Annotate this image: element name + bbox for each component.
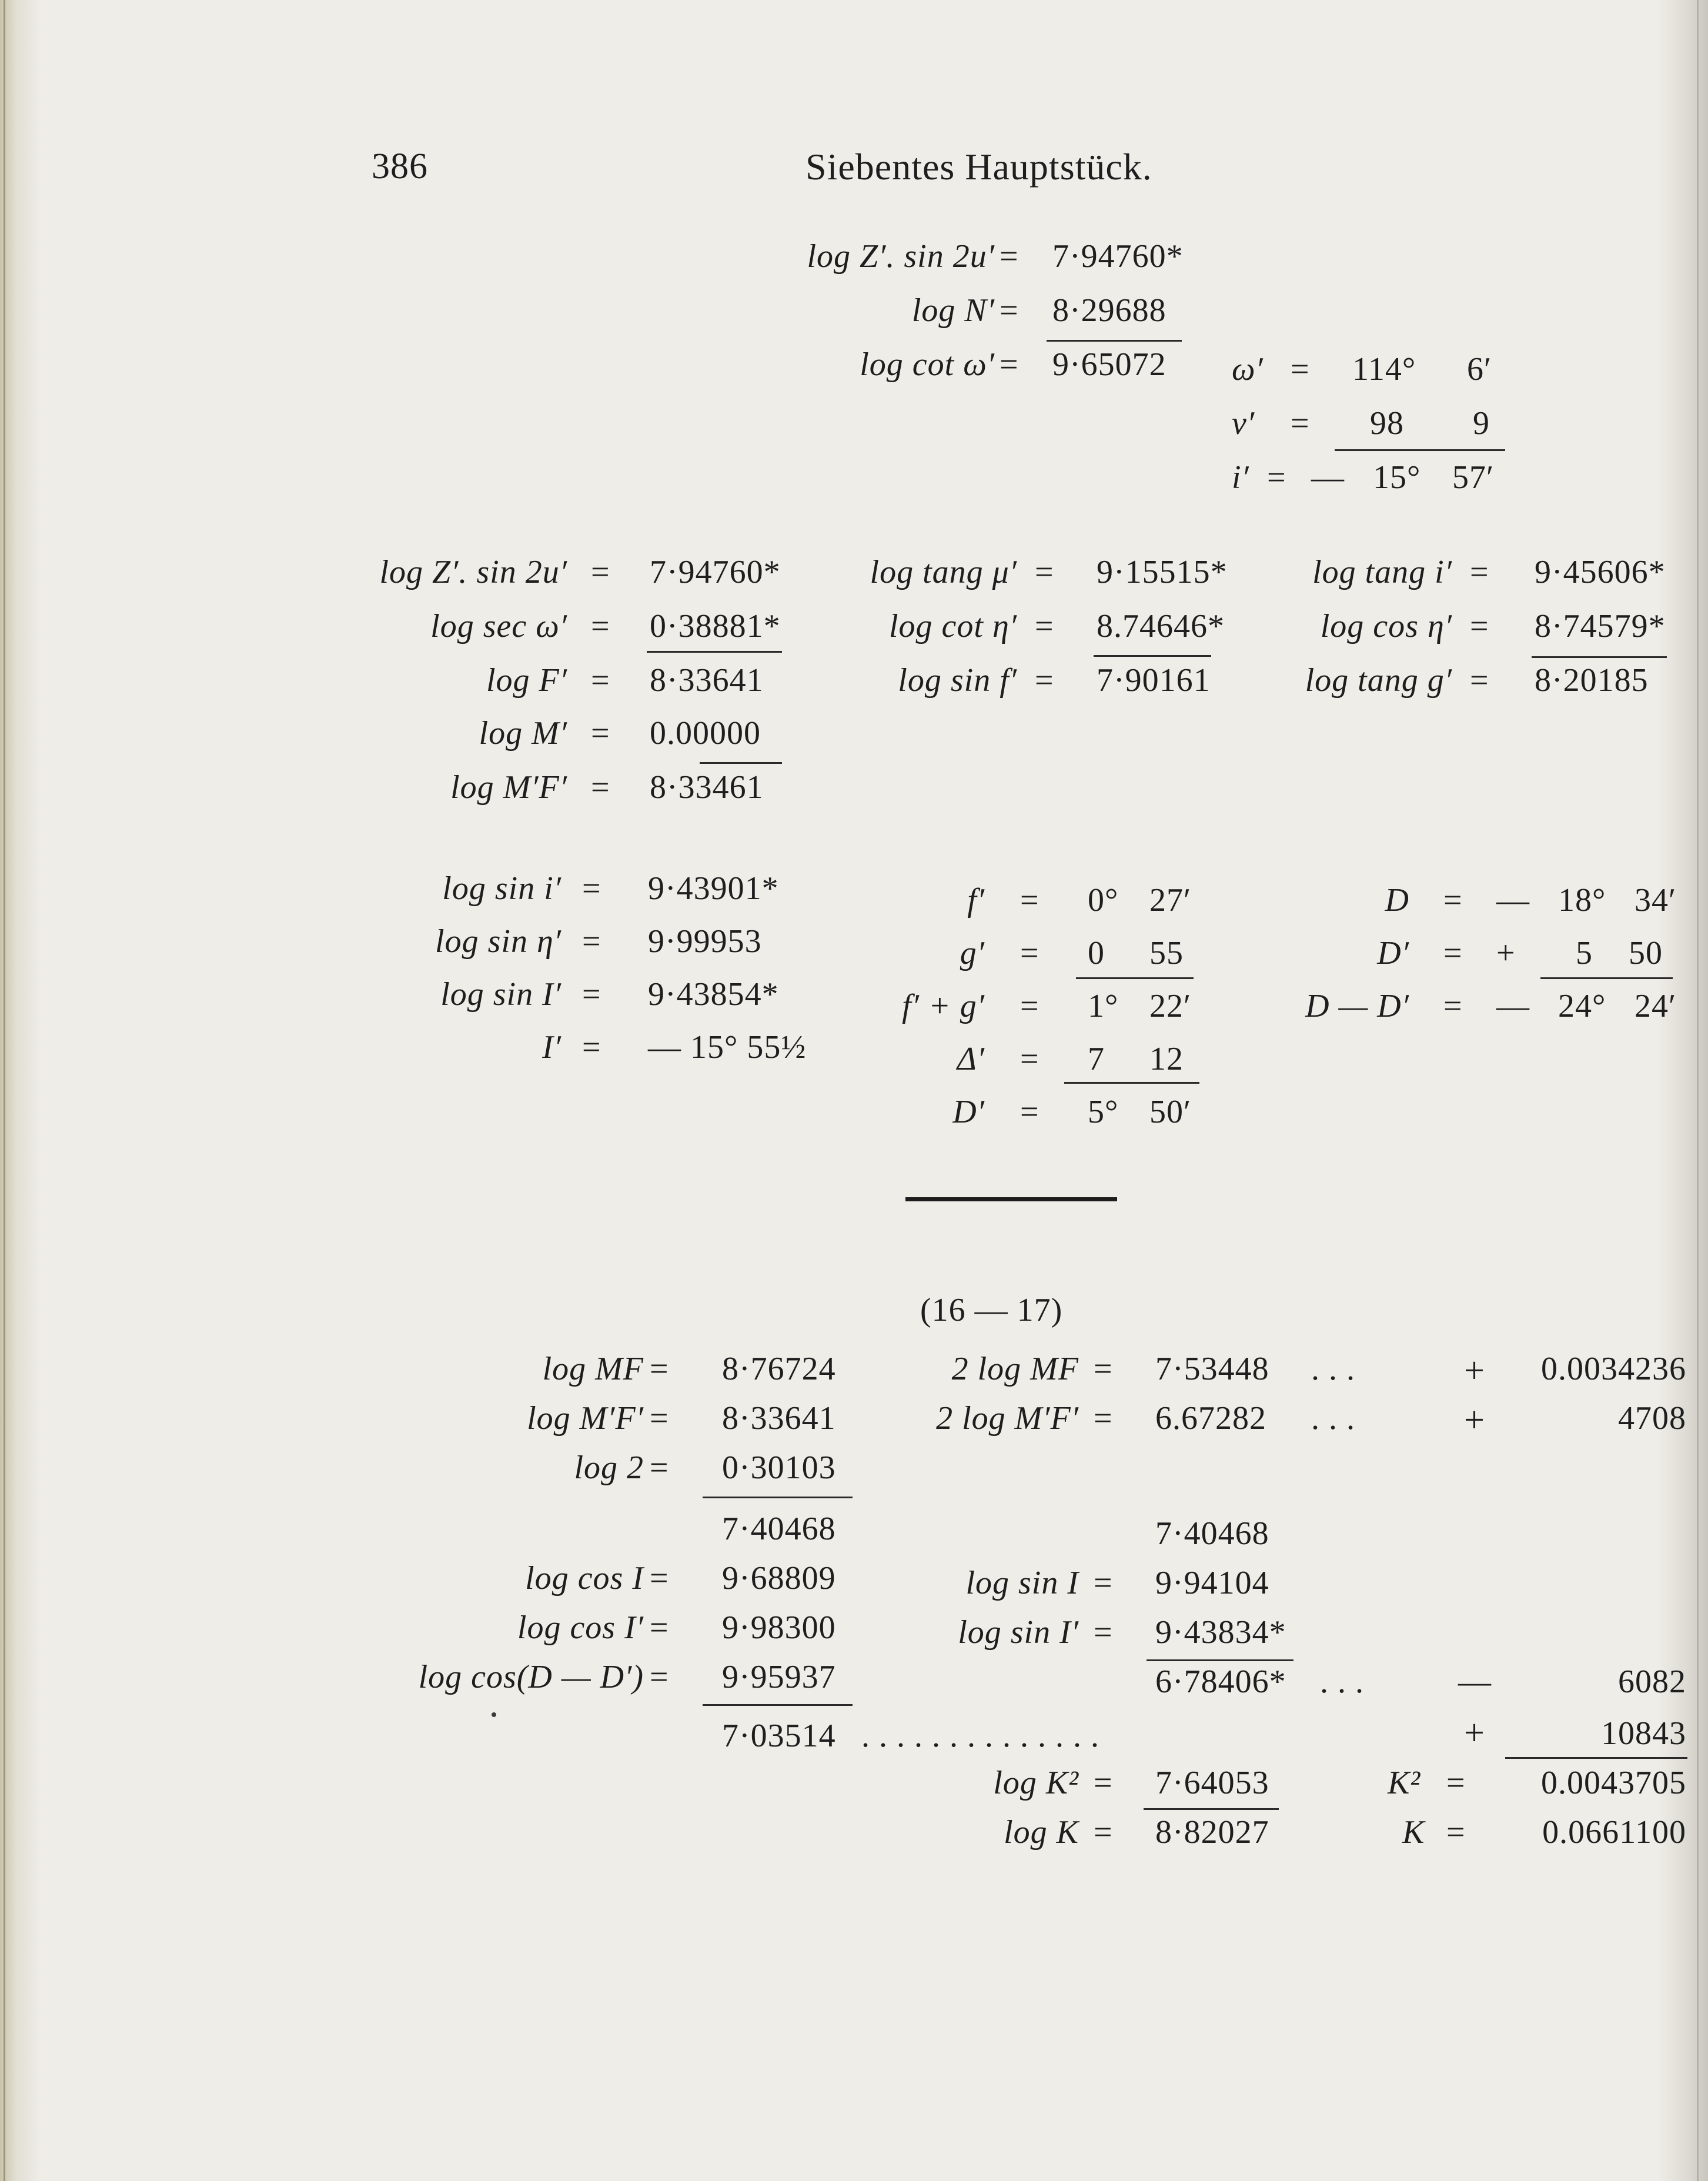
angle-minutes: 9 — [1473, 405, 1490, 442]
block1-label-3: log cot ω′ — [860, 346, 995, 383]
b4-left-label: log M′F′ — [527, 1400, 644, 1437]
equals-sign: = — [1020, 1041, 1039, 1077]
b4-mid-value: 7·53448 — [1155, 1351, 1269, 1387]
b2c1-value: 8·33641 — [650, 662, 764, 699]
b4-mid-value: 7·64053 — [1155, 1765, 1269, 1801]
result-value-k: 0.0661100 — [1542, 1814, 1686, 1851]
b3c2-degrees: 1° — [1088, 988, 1119, 1024]
b4-mid-label: log sin I′ — [958, 1614, 1079, 1651]
equals-sign: = — [1446, 1814, 1466, 1851]
b2c1-label: log M′F′ — [450, 769, 567, 806]
b4-left-total: 7·03514 — [722, 1718, 836, 1754]
equals-sign: = — [1000, 238, 1019, 275]
equals-sign: = — [1094, 1400, 1113, 1437]
b4-left-subtotal: 7·40468 — [722, 1511, 836, 1547]
b4-left-value: 0·30103 — [722, 1449, 836, 1486]
equals-sign: = — [650, 1449, 669, 1486]
correction-value: 0.0034236 — [1541, 1351, 1686, 1387]
b4-left-value: 8·33641 — [722, 1400, 836, 1437]
equals-sign: = — [1020, 935, 1039, 971]
equals-sign: = — [1000, 346, 1019, 383]
b3c3-label: D — [1385, 882, 1409, 919]
correction-value: 4708 — [1618, 1400, 1686, 1437]
equals-sign: = — [1291, 405, 1310, 442]
b3c3-degrees: 24° — [1558, 988, 1606, 1024]
equals-sign: = — [1035, 608, 1054, 644]
equals-sign: = — [650, 1351, 669, 1387]
sum-rule — [1505, 1757, 1687, 1759]
equals-sign: = — [1443, 988, 1463, 1024]
leader-dots: . . . — [1311, 1351, 1355, 1387]
sum-rule — [1094, 655, 1211, 657]
b3c2-degrees: 0° — [1088, 882, 1119, 919]
b4-left-label: log cos(D — D′) — [418, 1659, 644, 1695]
block1-label-1: log Z′. sin 2u′ — [807, 238, 995, 275]
b3c2-minutes: 50′ — [1149, 1094, 1192, 1130]
sum-rule — [1335, 449, 1505, 451]
b3c1-label: log sin i′ — [442, 870, 561, 907]
b2c1-label: log F′ — [486, 662, 567, 699]
equals-sign: = — [1470, 608, 1489, 644]
equals-sign: = — [1020, 882, 1039, 919]
equals-sign: = — [1443, 935, 1463, 971]
equals-sign: = — [1291, 351, 1310, 388]
equals-sign: = — [591, 554, 610, 590]
block1-value-3: 9·65072 — [1052, 346, 1166, 383]
b2c2-value: 8.74646* — [1097, 608, 1225, 644]
sum-rule — [1532, 656, 1667, 658]
angle-degrees: 114° — [1352, 351, 1416, 388]
correction-sign: + — [1464, 1400, 1485, 1440]
equals-sign: = — [1035, 662, 1054, 699]
correction-value: 10843 — [1601, 1715, 1686, 1752]
b2c1-label: log Z′. sin 2u′ — [379, 554, 567, 590]
page-number: 386 — [372, 146, 428, 186]
b4-mid-label: 2 log M′F′ — [936, 1400, 1079, 1437]
b4-left-value: 9·98300 — [722, 1609, 836, 1646]
leader-dots: . . . — [1320, 1664, 1364, 1700]
binding-edge-left — [4, 0, 5, 2181]
b2c1-value: 0·38881* — [650, 608, 781, 644]
b3c2-minutes: 12 — [1149, 1041, 1184, 1077]
equals-sign: = — [650, 1659, 669, 1695]
correction-sign: + — [1464, 1713, 1485, 1753]
b3c2-minutes: 22′ — [1149, 988, 1192, 1024]
equals-sign: = — [1446, 1765, 1466, 1801]
b3c3-degrees: 5 — [1576, 935, 1593, 971]
angle-name-v: v′ — [1232, 405, 1255, 442]
b3c3-label: D′ — [1377, 935, 1409, 971]
sum-rule — [647, 651, 782, 653]
sum-rule — [1076, 977, 1194, 979]
b3c1-label: log sin I′ — [440, 976, 561, 1013]
b2c2-label: log tang μ′ — [870, 554, 1017, 590]
equals-sign: = — [582, 1029, 601, 1066]
block1-value-1: 7·94760* — [1052, 238, 1184, 275]
equals-sign: = — [1470, 554, 1489, 590]
b3c3-sign: — — [1496, 882, 1530, 919]
leader-dots: . . . . . . . . . . . . . . — [861, 1718, 1099, 1754]
sum-rule — [1144, 1808, 1279, 1810]
b3c1-value: — 15° 55½ — [648, 1029, 807, 1066]
b4-mid-value: 9·94104 — [1155, 1565, 1269, 1601]
b2c1-label: log M′ — [479, 715, 567, 752]
angle-minutes: 6′ — [1467, 351, 1492, 388]
b2c2-label: log sin f′ — [898, 662, 1017, 699]
b4-left-value: 8·76724 — [722, 1351, 836, 1387]
angle-name-omega: ω′ — [1232, 351, 1264, 388]
b3c2-label: f′ — [967, 882, 985, 919]
b4-mid-label: 2 log MF — [951, 1351, 1079, 1387]
b3c2-degrees: 0 — [1088, 935, 1105, 971]
equals-sign: = — [1000, 292, 1019, 329]
b3c2-degrees: 7 — [1088, 1041, 1105, 1077]
angle-sign: — — [1311, 459, 1345, 496]
equals-sign: = — [582, 870, 601, 907]
b3c2-label: D′ — [952, 1094, 985, 1130]
equals-sign: = — [591, 769, 610, 806]
b4-left-value: 9·68809 — [722, 1560, 836, 1596]
b4-mid-value: 6.67282 — [1155, 1400, 1266, 1437]
correction-sign: + — [1464, 1351, 1485, 1391]
b4-left-label: log cos I′ — [517, 1609, 644, 1646]
b3c1-value: 9·99953 — [648, 923, 762, 960]
b3c3-minutes: 34′ — [1635, 882, 1677, 919]
correction-sign: — — [1458, 1664, 1492, 1700]
equals-sign: = — [1443, 882, 1463, 919]
b3c2-label: f′ + g′ — [902, 988, 985, 1024]
b2c3-label: log tang g′ — [1305, 662, 1452, 699]
equals-sign: = — [650, 1560, 669, 1596]
equals-sign: = — [650, 1609, 669, 1646]
running-title: Siebentes Hauptstück. — [805, 146, 1152, 188]
b4-mid-label: log K² — [993, 1765, 1079, 1801]
sum-rule — [703, 1497, 853, 1498]
equals-sign: = — [1267, 459, 1286, 496]
b4-mid-label: log K — [1004, 1814, 1079, 1851]
block1-label-2: log N′ — [911, 292, 995, 329]
result-label-k-squared: K² — [1388, 1765, 1421, 1801]
b2c3-label: log tang i′ — [1312, 554, 1452, 590]
block1-value-2: 8·29688 — [1052, 292, 1166, 329]
equals-sign: = — [1035, 554, 1054, 590]
b3c1-label: log sin η′ — [435, 923, 561, 960]
equals-sign: = — [591, 715, 610, 752]
equals-sign: = — [1094, 1614, 1113, 1651]
b2c1-label: log sec ω′ — [430, 608, 567, 644]
b2c3-value: 8·74579* — [1535, 608, 1666, 644]
b4-mid-subtotal: 7·40468 — [1155, 1515, 1269, 1552]
angle-name-i: i′ — [1232, 459, 1249, 496]
equals-sign: = — [1470, 662, 1489, 699]
b3c3-degrees: 18° — [1558, 882, 1606, 919]
sum-rule — [1047, 340, 1182, 342]
sum-rule — [1540, 977, 1673, 979]
sum-rule — [700, 762, 782, 764]
b2c1-value: 0.00000 — [650, 715, 761, 752]
b3c3-minutes: 50 — [1629, 935, 1663, 971]
result-label-k: K — [1402, 1814, 1425, 1851]
equals-sign: = — [650, 1400, 669, 1437]
correction-value: 6082 — [1618, 1664, 1686, 1700]
angle-degrees: 15° — [1373, 459, 1421, 496]
b4-mid-value: 9·43834* — [1155, 1614, 1286, 1651]
b3c3-sign: — — [1496, 988, 1530, 1024]
equals-sign: = — [591, 662, 610, 699]
sum-rule — [703, 1704, 853, 1706]
b3c1-value: 9·43901* — [648, 870, 779, 907]
b3c2-label: Δ′ — [957, 1041, 985, 1077]
b3c2-label: g′ — [960, 935, 985, 971]
b4-left-label: log cos I — [525, 1560, 644, 1596]
b2c3-label: log cos η′ — [1320, 608, 1452, 644]
angle-minutes: 57′ — [1452, 459, 1495, 496]
section-heading: (16 — 17) — [920, 1292, 1063, 1328]
b4-mid-value: 8·82027 — [1155, 1814, 1269, 1851]
b3c3-minutes: 24′ — [1635, 988, 1677, 1024]
equals-sign: = — [1094, 1351, 1113, 1387]
b4-left-value: 9·95937 — [722, 1659, 836, 1695]
equals-sign: = — [591, 608, 610, 644]
equals-sign: = — [1094, 1765, 1113, 1801]
ink-dot — [492, 1712, 496, 1717]
b3c2-minutes: 27′ — [1149, 882, 1192, 919]
b2c2-value: 9·15515* — [1097, 554, 1228, 590]
angle-degrees: 98 — [1370, 405, 1404, 442]
equals-sign: = — [1094, 1565, 1113, 1601]
b4-mid-label: log sin I — [965, 1565, 1079, 1601]
b2c2-value: 7·90161 — [1097, 662, 1211, 699]
equals-sign: = — [582, 976, 601, 1013]
b2c1-value: 8·33461 — [650, 769, 764, 806]
b3c3-sign: + — [1496, 935, 1516, 971]
sum-rule — [1147, 1659, 1293, 1661]
b4-left-label: log 2 — [574, 1449, 644, 1486]
b2c3-value: 9·45606* — [1535, 554, 1666, 590]
b4-mid-product: 6·78406* — [1155, 1664, 1286, 1700]
b2c2-label: log cot η′ — [888, 608, 1017, 644]
b3c1-value: 9·43854* — [648, 976, 779, 1013]
sum-rule — [1064, 1082, 1199, 1084]
b3c3-label: D — D′ — [1305, 988, 1409, 1024]
section-divider — [905, 1197, 1117, 1201]
b2c1-value: 7·94760* — [650, 554, 781, 590]
leader-dots: . . . — [1311, 1400, 1355, 1437]
b4-left-label: log MF — [542, 1351, 644, 1387]
result-value-k-squared: 0.0043705 — [1541, 1765, 1686, 1801]
equals-sign: = — [1020, 988, 1039, 1024]
b2c3-value: 8·20185 — [1535, 662, 1649, 699]
b3c1-label: I′ — [542, 1029, 561, 1066]
equals-sign: = — [1020, 1094, 1039, 1130]
b3c2-minutes: 55 — [1149, 935, 1184, 971]
binding-edge-right — [1697, 0, 1699, 2181]
equals-sign: = — [582, 923, 601, 960]
b3c2-degrees: 5° — [1088, 1094, 1119, 1130]
equals-sign: = — [1094, 1814, 1113, 1851]
